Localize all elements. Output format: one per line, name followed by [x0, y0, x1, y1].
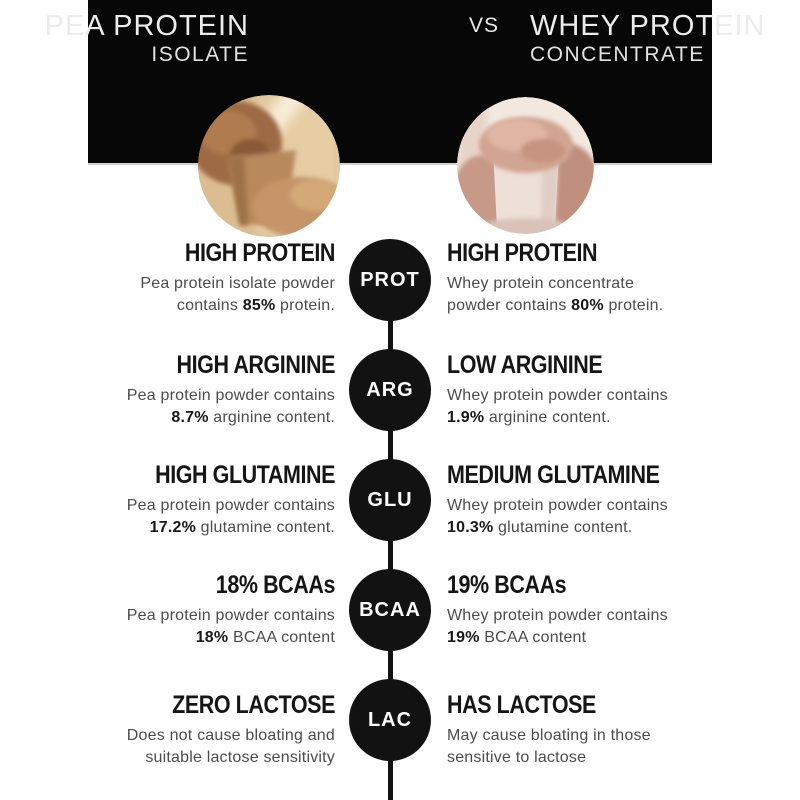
glu-left-body: Pea protein powder contains 17.2% glutamine content.: [126, 497, 335, 536]
vs-label: VS: [469, 14, 500, 37]
whey-protein-photo: [457, 97, 594, 234]
lac-badge: LAC: [349, 679, 431, 761]
glu-left-cell: [85, 462, 335, 539]
lac-left-heading: ZERO LACTOSE: [172, 691, 335, 719]
arg-right-heading: LOW ARGININE: [447, 351, 603, 379]
whey-powder-cup-image: [457, 97, 594, 234]
bcaa-left-heading: 18% BCAAs: [215, 571, 335, 599]
prot-badge: PROT: [349, 239, 431, 321]
glu-right-cell: [447, 462, 712, 539]
pea-protein-photo: [198, 95, 340, 237]
lac-right-body: May cause bloating in those sensitive to lactose: [447, 727, 651, 766]
prot-left-heading: HIGH PROTEIN: [184, 239, 335, 267]
bcaa-right-heading: 19% BCAAs: [447, 571, 567, 599]
arg-left-cell: [85, 352, 335, 429]
prot-left-body: Pea protein isolate powder contains 85% protein.: [140, 275, 335, 314]
glu-left-heading: HIGH GLUTAMINE: [155, 461, 335, 489]
glu-right-heading: MEDIUM GLUTAMINE: [447, 461, 660, 489]
glu-right-body: Whey protein powder contains 10.3% glutamine content.: [447, 497, 668, 536]
whey-title: WHEY PROTEIN: [530, 10, 766, 42]
bcaa-badge: BCAA: [349, 569, 431, 651]
lac-left-cell: [85, 692, 335, 769]
bcaa-right-cell: [447, 572, 712, 649]
arg-badge: ARG: [349, 349, 431, 431]
arg-right-body: Whey protein powder contains 1.9% arginine content.: [447, 387, 668, 426]
prot-right-heading: HIGH PROTEIN: [447, 239, 598, 267]
bcaa-left-cell: [85, 572, 335, 649]
arg-right-cell: [447, 352, 712, 429]
whey-subtitle: CONCENTRATE: [530, 43, 705, 66]
lac-left-body: Does not cause bloating and suitable lactose sensitivity: [126, 727, 335, 766]
lac-right-heading: HAS LACTOSE: [447, 691, 596, 719]
header-banner: [44, 0, 766, 163]
glu-badge: GLU: [349, 459, 431, 541]
pea-subtitle: ISOLATE: [151, 43, 249, 66]
prot-right-cell: [447, 240, 712, 317]
whey-title-block: [530, 10, 765, 67]
pea-title-block: [45, 10, 249, 67]
lac-right-cell: [447, 692, 712, 769]
pea-powder-scoop-image: [198, 95, 340, 237]
pea-title: PEA PROTEIN: [44, 10, 249, 42]
arg-left-heading: HIGH ARGININE: [176, 351, 335, 379]
arg-left-body: Pea protein powder contains 8.7% arginine content.: [126, 387, 335, 426]
prot-left-cell: [85, 240, 335, 317]
bcaa-left-body: Pea protein powder contains 18% BCAA content: [126, 607, 335, 646]
prot-right-body: Whey protein concentrate powder contains 80% protein.: [447, 275, 664, 314]
bcaa-right-body: Whey protein powder contains 19% BCAA content: [447, 607, 668, 646]
